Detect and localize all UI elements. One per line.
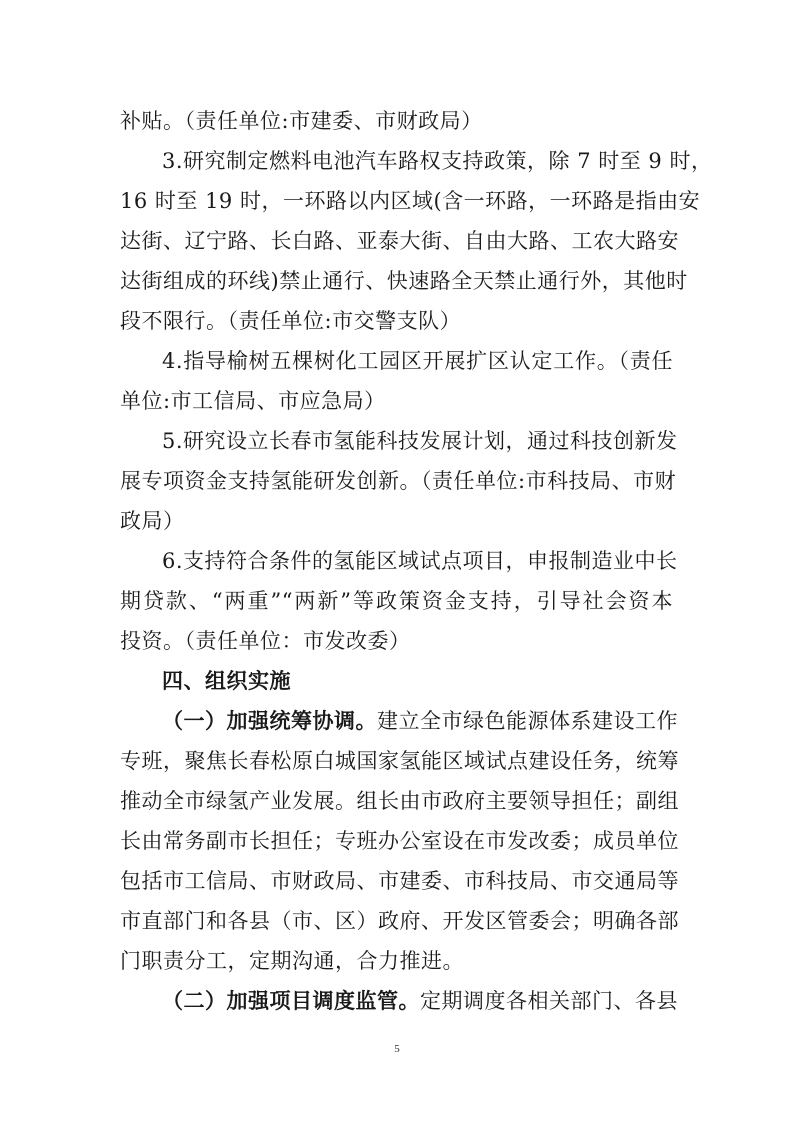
text-line: 投资。（责任单位：市发改委） bbox=[120, 629, 411, 653]
text-line: 3.研究制定燃料电池汽车路权支持政策，除 7 时至 9 时， bbox=[162, 149, 713, 173]
text-line: 补贴。（责任单位:市建委、市财政局） bbox=[120, 109, 483, 133]
text-line: 政局） bbox=[120, 509, 185, 533]
paragraph-first-line bbox=[120, 981, 678, 1021]
paragraph-lead: （二）加强项目调度监管。 bbox=[162, 989, 420, 1013]
text-line: 16 时至 19 时，一环路以内区域(含一环路，一环路是指由安 bbox=[120, 189, 701, 213]
text-line: 段不限行。（责任单位:市交警支队） bbox=[120, 309, 462, 333]
paragraph-first-line bbox=[120, 701, 678, 741]
text-line: 市直部门和各县（市、区）政府、开发区管委会；明确各部 bbox=[120, 909, 679, 933]
text-line: 达街、辽宁路、长白路、亚泰大街、自由大路、工农大路安 bbox=[120, 229, 679, 253]
paragraph-lead: （一）加强统筹协调。 bbox=[162, 709, 377, 733]
text-line: 6.支持符合条件的氢能区域试点项目，申报制造业中长 bbox=[162, 549, 678, 573]
text-line: 门职责分工，定期沟通，合力推进。 bbox=[120, 949, 464, 973]
text-span: 定期调度各相关部门、各县 bbox=[420, 989, 678, 1013]
page-number: 5 bbox=[394, 1043, 400, 1055]
text-line: 专班，聚焦长春松原白城国家氢能区域试点建设任务，统筹 bbox=[120, 749, 679, 773]
text-line: 长由常务副市长担任；专班办公室设在市发改委；成员单位 bbox=[120, 829, 679, 853]
text-line: 达街组成的环线)禁止通行、快速路全天禁止通行外，其他时 bbox=[120, 269, 688, 293]
section-heading: 四、组织实施 bbox=[162, 669, 291, 693]
text-span: 建立全市绿色能源体系建设工作 bbox=[377, 709, 678, 733]
text-line: 展专项资金支持氢能研发创新。（责任单位:市科技局、市财 bbox=[120, 469, 677, 493]
document-body bbox=[120, 101, 713, 1021]
text-line: 推动全市绿氢产业发展。组长由市政府主要领导担任；副组 bbox=[120, 789, 679, 813]
text-line: 包括市工信局、市财政局、市建委、市科技局、市交通局等 bbox=[120, 869, 679, 893]
text-line: 5.研究设立长春市氢能科技发展计划，通过科技创新发 bbox=[162, 429, 678, 453]
text-line: 4.指导榆树五棵树化工园区开展扩区认定工作。（责任 bbox=[162, 349, 673, 373]
text-line: 期贷款、“两重”“两新”等政策资金支持，引导社会资本 bbox=[120, 589, 673, 613]
text-line: 单位:市工信局、市应急局） bbox=[120, 389, 386, 413]
